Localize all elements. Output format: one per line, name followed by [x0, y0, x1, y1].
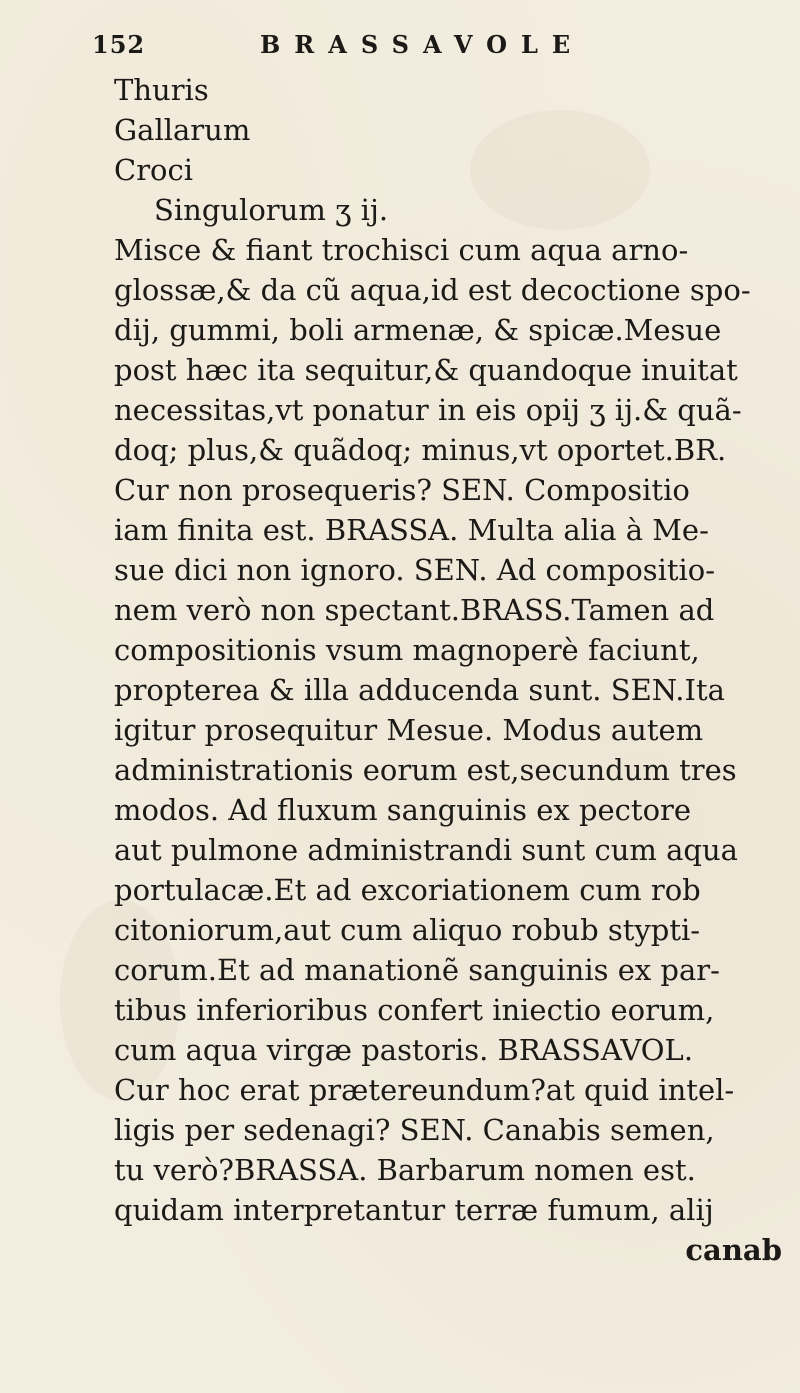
text-line: administrationis eorum est,secundum tres: [114, 753, 737, 787]
text-line: citoniorum,aut cum aliquo robub stypti-: [114, 913, 701, 947]
text-line: Thuris: [114, 73, 209, 107]
text-line: propterea & illa adducenda sunt. SEN.Ita: [114, 673, 725, 707]
text-line: dij, gummi, boli armenæ, & spicæ.Mesue: [114, 313, 722, 347]
text-line: sue dici non ignoro. SEN. Ad compositio-: [114, 553, 716, 587]
catchword: canab: [685, 1233, 782, 1267]
text-line: compositionis vsum magnoperè faciunt,: [114, 633, 700, 667]
text-line: Misce & fiant trochisci cum aqua arno-: [114, 233, 689, 267]
text-line: nem verò non spectant.BRASS.Tamen ad: [114, 593, 715, 627]
body-text: [114, 70, 794, 1270]
text-line: Gallarum: [114, 113, 251, 147]
text-line: igitur prosequitur Mesue. Modus autem: [114, 713, 704, 747]
text-line: post hæc ita sequitur,& quandoque inuitat: [114, 353, 738, 387]
text-line: Cur hoc erat prætereundum?at quid intel-: [114, 1073, 735, 1107]
text-line: necessitas,vt ponatur in eis opij ʒ ij.& quã-: [114, 393, 742, 427]
text-line: Cur non prosequeris? SEN. Compositio: [114, 473, 690, 507]
text-line: Croci: [114, 153, 194, 187]
text-line: Singulorum ʒ ij.: [154, 193, 389, 227]
page-header: [92, 30, 732, 66]
text-line: tu verò?BRASSA. Barbarum nomen est.: [114, 1153, 696, 1187]
text-line: quidam interpretantur terræ fumum, alij: [114, 1193, 714, 1227]
text-line: doq; plus,& quãdoq; minus,vt oportet.BR.: [114, 433, 727, 467]
page-number: 152: [92, 30, 146, 59]
text-line: iam finita est. BRASSA. Multa alia à Me-: [114, 513, 709, 547]
text-line: glossæ,& da cũ aqua,id est decoctione spo-: [114, 273, 751, 307]
text-line: portulacæ.Et ad excoriationem cum rob: [114, 873, 701, 907]
running-head: BRASSAVOLE: [260, 30, 585, 59]
text-line: tibus inferioribus confert iniectio eorum,: [114, 993, 715, 1027]
text-line: corum.Et ad manationẽ sanguinis ex par-: [114, 953, 720, 987]
text-line: cum aqua virgæ pastoris. BRASSAVOL.: [114, 1033, 694, 1067]
text-line: aut pulmone administrandi sunt cum aqua: [114, 833, 738, 867]
text-line: modos. Ad fluxum sanguinis ex pectore: [114, 793, 692, 827]
text-line: ligis per sedenagi? SEN. Canabis semen,: [114, 1113, 715, 1147]
